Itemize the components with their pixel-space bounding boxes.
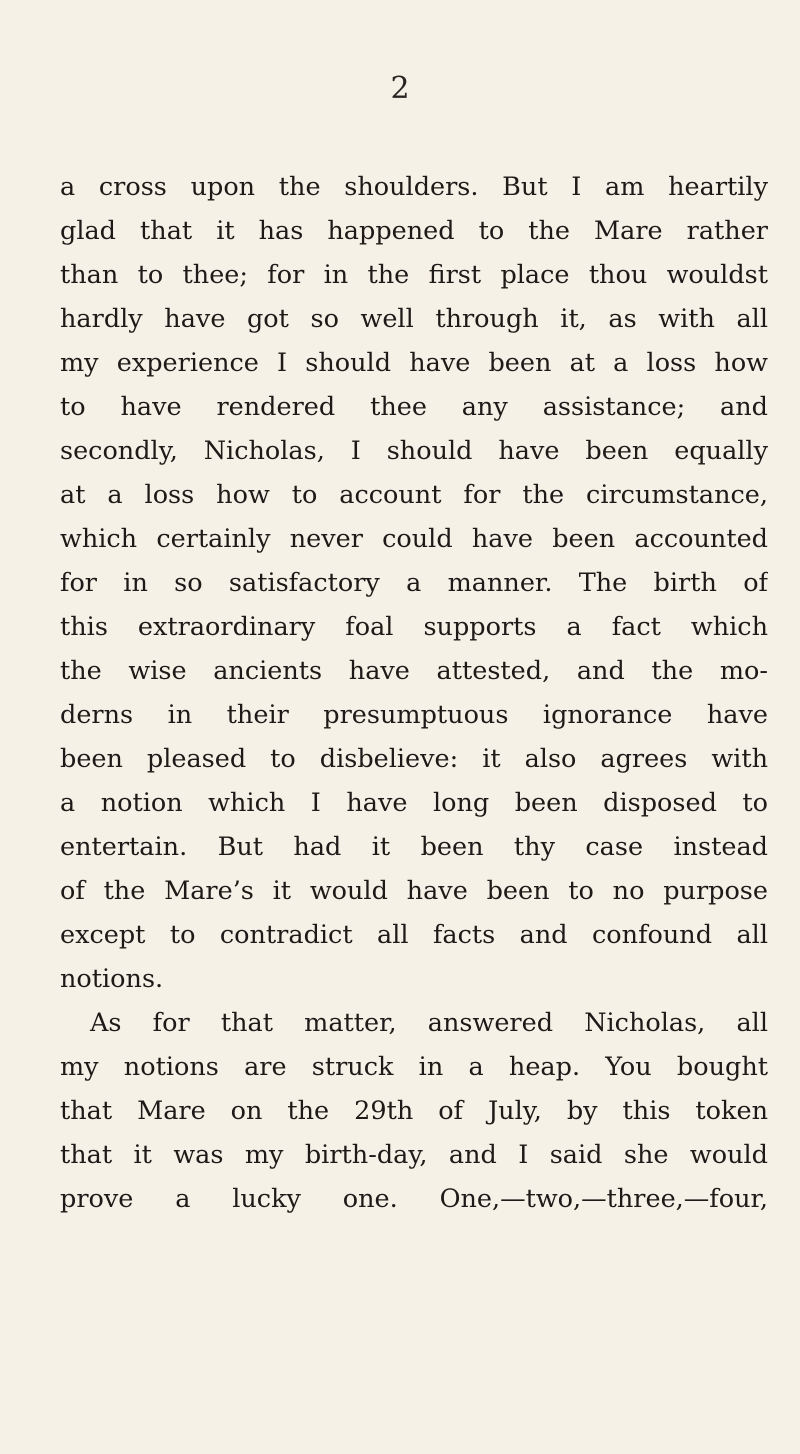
text-line: this extraordinary foal supports a fact which [60, 612, 768, 642]
text-line: a notion which I have long been disposed to [60, 788, 768, 818]
text-line: a cross upon the shoulders. But I am heartily [60, 172, 768, 202]
text-line: to have rendered thee any assistance; and [60, 392, 768, 422]
text-line: been pleased to disbelieve: it also agrees with [60, 744, 768, 774]
text-line: at a loss how to account for the circumstance, [60, 480, 768, 510]
text-line: hardly have got so well through it, as with all [60, 304, 768, 334]
text-line: entertain. But had it been thy case instead [60, 832, 768, 862]
text-line: except to contradict all facts and confound all [60, 920, 768, 950]
text-line: my notions are struck in a heap. You bought [60, 1052, 768, 1082]
text-line: that it was my birth-day, and I said she would [60, 1140, 768, 1170]
text-line: my experience I should have been at a loss how [60, 348, 768, 378]
text-line: the wise ancients have attested, and the mo- [60, 656, 768, 686]
text-line: derns in their presumptuous ignorance have [60, 700, 768, 730]
text-line: of the Mare’s it would have been to no purpose [60, 876, 768, 906]
text-line: prove a lucky one. One,—two,—three,—four, [60, 1184, 768, 1214]
text-line: for in so satisfactory a manner. The birth of [60, 568, 768, 598]
text-line: secondly, Nicholas, I should have been equally [60, 436, 768, 466]
page-number: 2 [390, 71, 410, 106]
text-line: As for that matter, answered Nicholas, all [90, 1008, 768, 1038]
text-line: that Mare on the 29th of July, by this token [60, 1096, 768, 1126]
text-line: which certainly never could have been accounted [60, 524, 768, 554]
text-line: than to thee; for in the first place thou wouldst [60, 260, 768, 290]
text-line: notions. [60, 964, 164, 994]
text-line: glad that it has happened to the Mare rather [60, 216, 768, 246]
body-text [60, 165, 768, 1221]
